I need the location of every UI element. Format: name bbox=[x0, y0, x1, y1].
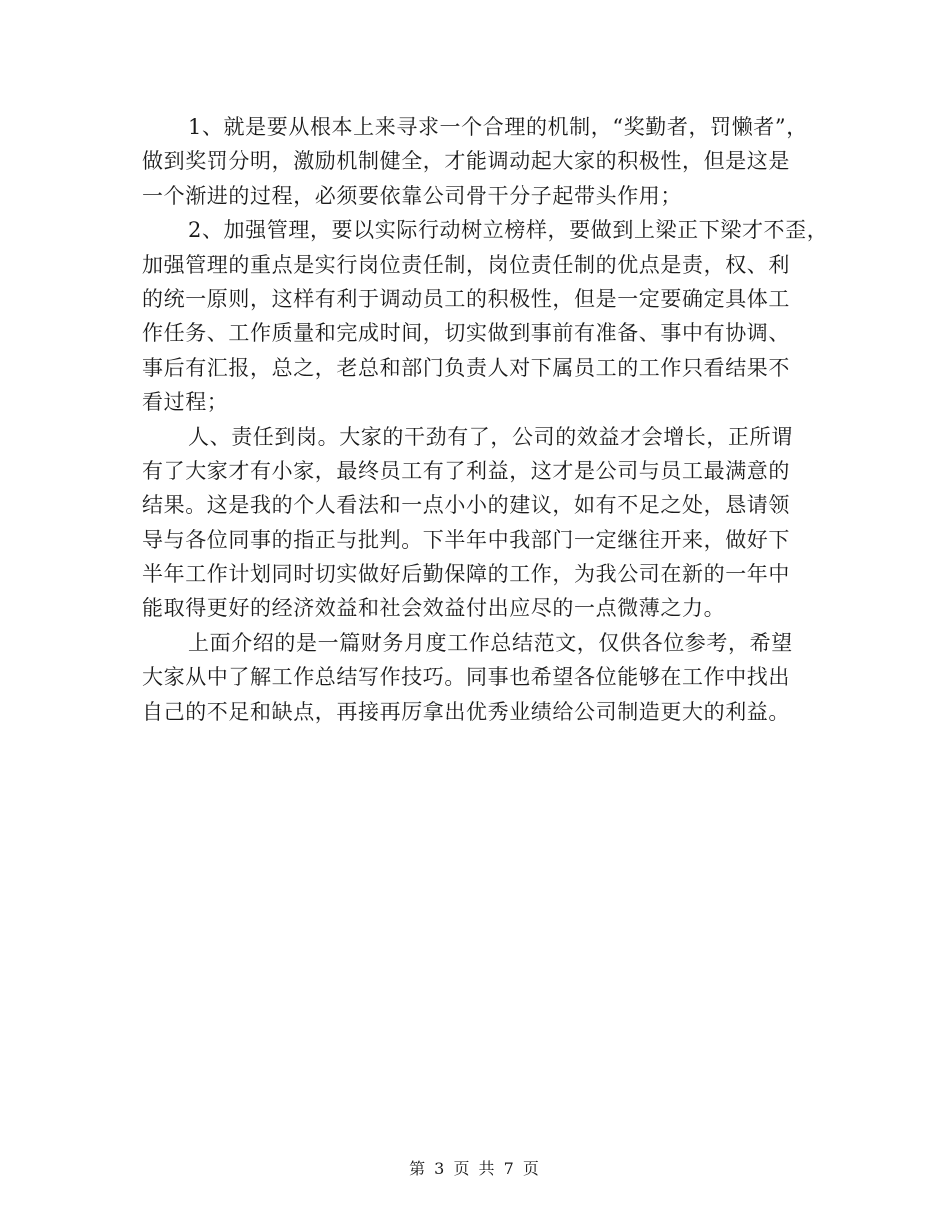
paragraph-line: 大家从中了解工作总结写作技巧。同事也希望各位能够在工作中找出 bbox=[142, 665, 790, 690]
paragraph-1 bbox=[142, 110, 842, 213]
paragraph-line: 事后有汇报，总之，老总和部门负责人对下属员工的工作只看结果不 bbox=[142, 355, 790, 380]
paragraph-line: 导与各位同事的指正与批判。下半年中我部门一定继往开来，做好下 bbox=[142, 527, 790, 552]
paragraph-line: 能取得更好的经济效益和社会效益付出应尽的一点微薄之力。 bbox=[142, 596, 726, 621]
paragraph-4 bbox=[142, 626, 842, 729]
paragraph-line: 有了大家才有小家，最终员工有了利益，这才是公司与员工最满意的 bbox=[142, 458, 790, 483]
paragraph-line: 做到奖罚分明，激励机制健全，才能调动起大家的积极性，但是这是 bbox=[142, 149, 790, 174]
paragraph-line: 一个渐进的过程，必须要依靠公司骨干分子起带头作用； bbox=[142, 183, 682, 208]
paragraph-line: 半年工作计划同时切实做好后勤保障的工作，为我公司在新的一年中 bbox=[142, 562, 790, 587]
paragraph-line: 加强管理的重点是实行岗位责任制，岗位责任制的优点是责，权、利 bbox=[142, 252, 790, 277]
paragraph-line: 自己的不足和缺点，再接再厉拿出优秀业绩给公司制造更大的利益。 bbox=[142, 699, 790, 724]
paragraph-2 bbox=[142, 213, 842, 419]
paragraph-line: 上面介绍的是一篇财务月度工作总结范文，仅供各位参考，希望 bbox=[188, 630, 793, 655]
document-body bbox=[142, 110, 842, 729]
paragraph-line: 的统一原则，这样有利于调动员工的积极性，但是一定要确定具体工 bbox=[142, 286, 790, 311]
paragraph-line: 结果。这是我的个人看法和一点小小的建议，如有不足之处，恳请领 bbox=[142, 493, 790, 518]
paragraph-line: 作任务、工作质量和完成时间，切实做到事前有准备、事中有协调、 bbox=[142, 321, 790, 346]
paragraph-3 bbox=[142, 420, 842, 626]
paragraph-line: 人、责任到岗。大家的干劲有了，公司的效益才会增长，正所谓 bbox=[188, 424, 793, 449]
paragraph-line: 2、加强管理，要以实际行动树立榜样，要做到上梁正下梁才不歪， bbox=[188, 218, 829, 243]
paragraph-line: 1、就是要从根本上来寻求一个合理的机制，“奖勤者，罚懒者”， bbox=[188, 115, 808, 139]
page-number-footer: 第 3 页 共 7 页 bbox=[409, 1159, 541, 1178]
paragraph-line: 看过程； bbox=[142, 390, 229, 415]
